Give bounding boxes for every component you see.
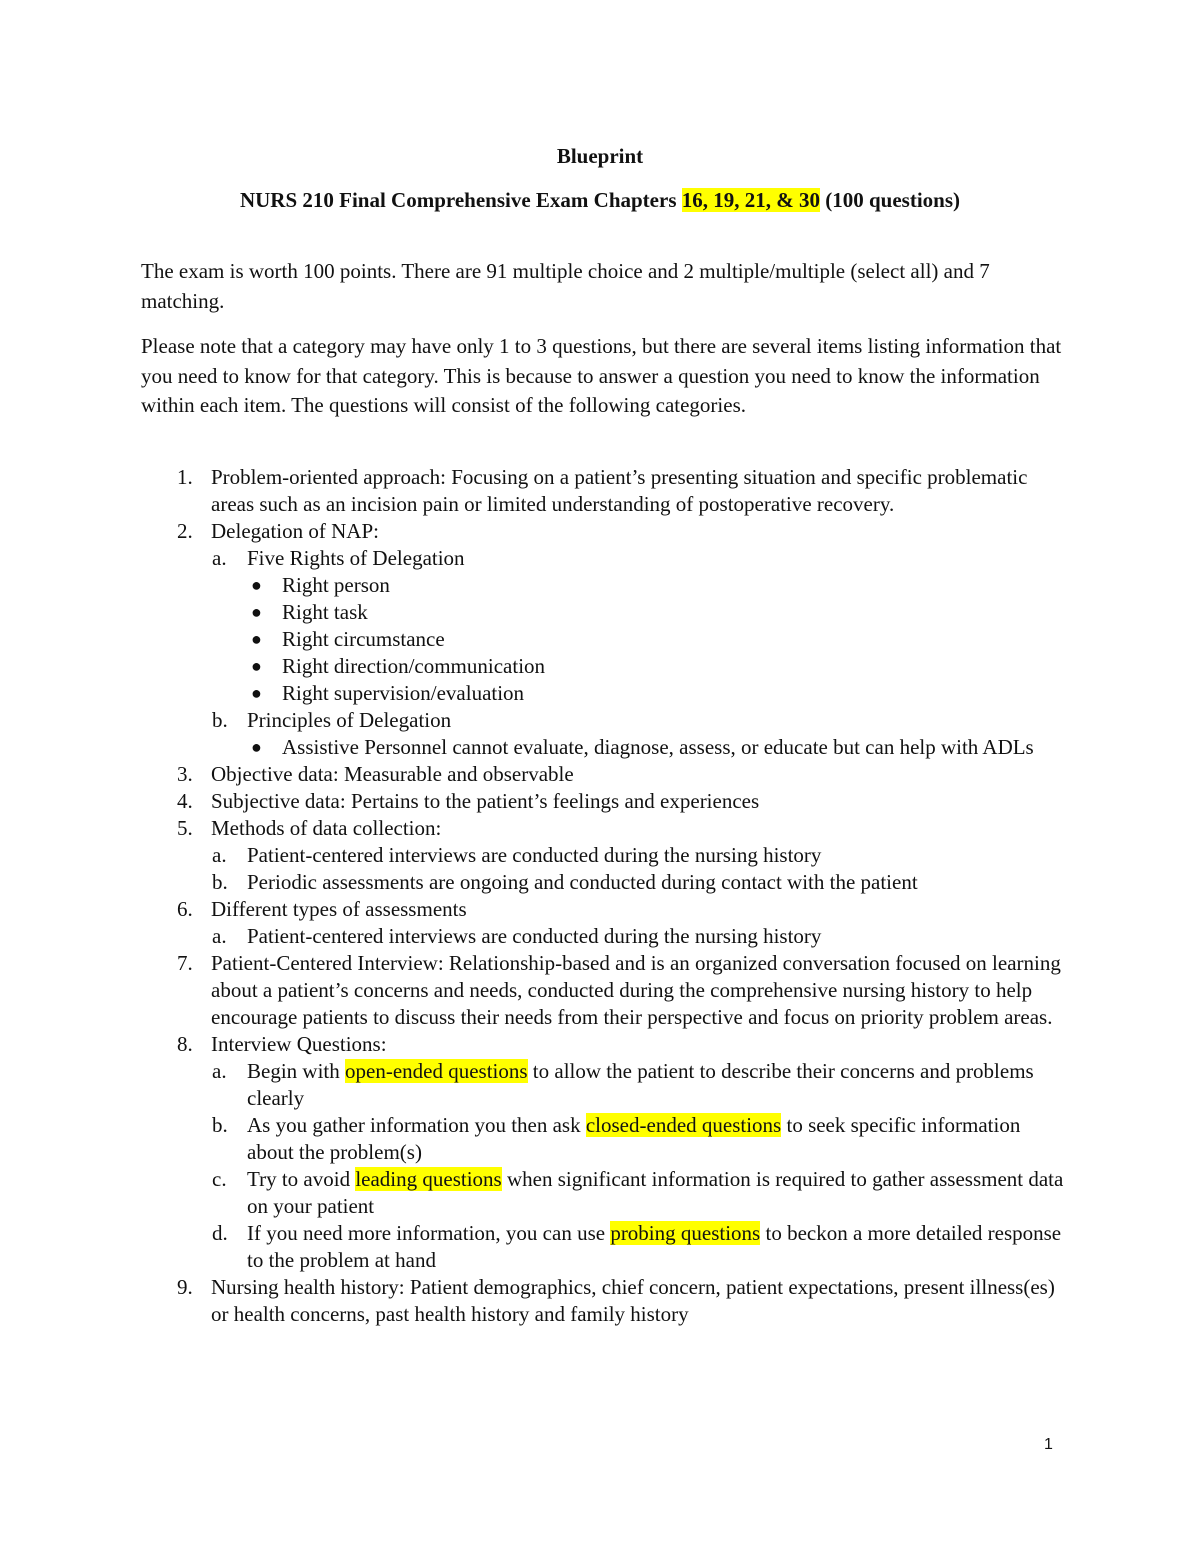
list-letter: a.	[212, 1059, 227, 1083]
list-text: Principles of Delegation	[247, 708, 452, 732]
bullet-icon: ●	[251, 737, 262, 757]
list-letter: b.	[212, 1113, 228, 1137]
bullet-icon: ●	[251, 683, 262, 703]
list-text: Methods of data collection:	[211, 816, 442, 840]
list-number: 9.	[177, 1275, 193, 1299]
list-text: to seek specific information about the problem(s)	[247, 1113, 1021, 1164]
list-text: Five Rights of Delegation	[247, 546, 465, 570]
list-text: Right person	[282, 573, 390, 597]
list-text: Objective data: Measurable and observable	[211, 762, 574, 786]
bullet-item	[141, 734, 1071, 761]
bullet-icon: ●	[251, 602, 262, 622]
list-item	[141, 1031, 1071, 1058]
highlighted-term: probing questions	[610, 1221, 761, 1245]
list-text: Periodic assessments are ongoing and conducted during contact with the patient	[247, 870, 918, 894]
list-number: 5.	[177, 816, 193, 840]
bullet-icon: ●	[251, 629, 262, 649]
bullet-icon: ●	[251, 575, 262, 595]
list-item	[141, 464, 1071, 518]
list-number: 7.	[177, 951, 193, 975]
note-paragraph: Please note that a category may have only 1 to 3 questions, but there are several items listing information that you need to know for that category. This is because to answer a question you need to know the information within each item. The questions will consist of the following categories.	[141, 334, 1062, 417]
list-subitem	[141, 842, 1071, 869]
list-subitem	[141, 869, 1071, 896]
list-number: 3.	[177, 762, 193, 786]
list-text: Patient-Centered Interview: Relationship-based and is an organized conversation focused on learning about a patient’s concerns and needs, conducted during the comprehensive nursing history to help encourage patients to discuss their needs from their perspective and focus on priority problem areas.	[211, 951, 1061, 1029]
list-letter: b.	[212, 870, 228, 894]
list-number: 4.	[177, 789, 193, 813]
list-text: Right supervision/evaluation	[282, 681, 525, 705]
category-list	[141, 464, 1071, 1328]
list-text: when significant information is required to gather assessment data on your patient	[247, 1167, 1064, 1218]
list-letter: d.	[212, 1221, 228, 1245]
bullet-item	[141, 572, 1071, 599]
list-number: 2.	[177, 519, 193, 543]
intro-paragraph: The exam is worth 100 points. There are 91 multiple choice and 2 multiple/multiple (select all) and 7 matching.	[141, 259, 990, 313]
page-number: 1	[1044, 1436, 1053, 1453]
list-letter: a.	[212, 546, 227, 570]
list-text: Different types of assessments	[211, 897, 467, 921]
list-text: Nursing health history: Patient demographics, chief concern, patient expectations, present illness(es) or health concerns, past health history and family history	[211, 1275, 1055, 1326]
document-title: Blueprint	[556, 144, 644, 168]
list-item	[141, 1274, 1071, 1328]
list-text: Assistive Personnel cannot evaluate, diagnose, assess, or educate but can help with ADLs	[282, 735, 1034, 759]
list-item	[141, 950, 1071, 1031]
highlighted-term: open-ended questions	[345, 1059, 528, 1083]
highlighted-chapters: 16, 19, 21, & 30	[681, 188, 820, 212]
list-number: 6.	[177, 897, 193, 921]
highlighted-term: leading questions	[355, 1167, 502, 1191]
list-subitem	[141, 545, 1071, 572]
subtitle-text-end: (100 questions)	[820, 188, 961, 212]
list-letter: a.	[212, 843, 227, 867]
list-text: Subjective data: Pertains to the patient’s feelings and experiences	[211, 789, 760, 813]
list-text: Right circumstance	[282, 627, 445, 651]
bullet-item	[141, 626, 1071, 653]
list-text: Interview Questions:	[211, 1032, 387, 1056]
exam-subtitle	[0, 187, 1200, 213]
list-text: Patient-centered interviews are conducted during the nursing history	[247, 843, 822, 867]
list-text: Begin with	[247, 1059, 345, 1083]
list-text: Try to avoid	[247, 1167, 356, 1191]
list-text: to allow the patient to describe their concerns and problems clearly	[247, 1059, 1034, 1110]
list-number: 8.	[177, 1032, 193, 1056]
list-letter: c.	[212, 1167, 227, 1191]
list-text: Patient-centered interviews are conducted during the nursing history	[247, 924, 822, 948]
list-number: 1.	[177, 465, 193, 489]
list-letter: b.	[212, 708, 228, 732]
list-text: If you need more information, you can use	[247, 1221, 611, 1245]
list-subitem	[141, 1058, 1071, 1112]
bullet-item	[141, 680, 1071, 707]
list-text: Delegation of NAP:	[211, 519, 379, 543]
list-text: to beckon a more detailed response to the problem at hand	[247, 1221, 1062, 1272]
list-letter: a.	[212, 924, 227, 948]
list-subitem	[141, 923, 1071, 950]
bullet-item	[141, 653, 1071, 680]
list-item	[141, 761, 1071, 788]
bullet-icon: ●	[251, 656, 262, 676]
list-subitem	[141, 707, 1071, 734]
list-item	[141, 815, 1071, 842]
subtitle-text: NURS 210 Final Comprehensive Exam Chapters	[239, 188, 682, 212]
list-subitem	[141, 1166, 1071, 1220]
list-subitem	[141, 1220, 1071, 1274]
list-item	[141, 518, 1071, 545]
list-item	[141, 788, 1071, 815]
highlighted-term: closed-ended questions	[585, 1113, 782, 1137]
list-text: Right task	[282, 600, 368, 624]
list-subitem	[141, 1112, 1071, 1166]
bullet-item	[141, 599, 1071, 626]
list-text: Problem-oriented approach: Focusing on a patient’s presenting situation and specific problematic areas such as an incision pain or limited understanding of postoperative recovery.	[211, 465, 1028, 516]
list-item	[141, 896, 1071, 923]
list-text: Right direction/communication	[282, 654, 546, 678]
list-text: As you gather information you then ask	[247, 1113, 586, 1137]
